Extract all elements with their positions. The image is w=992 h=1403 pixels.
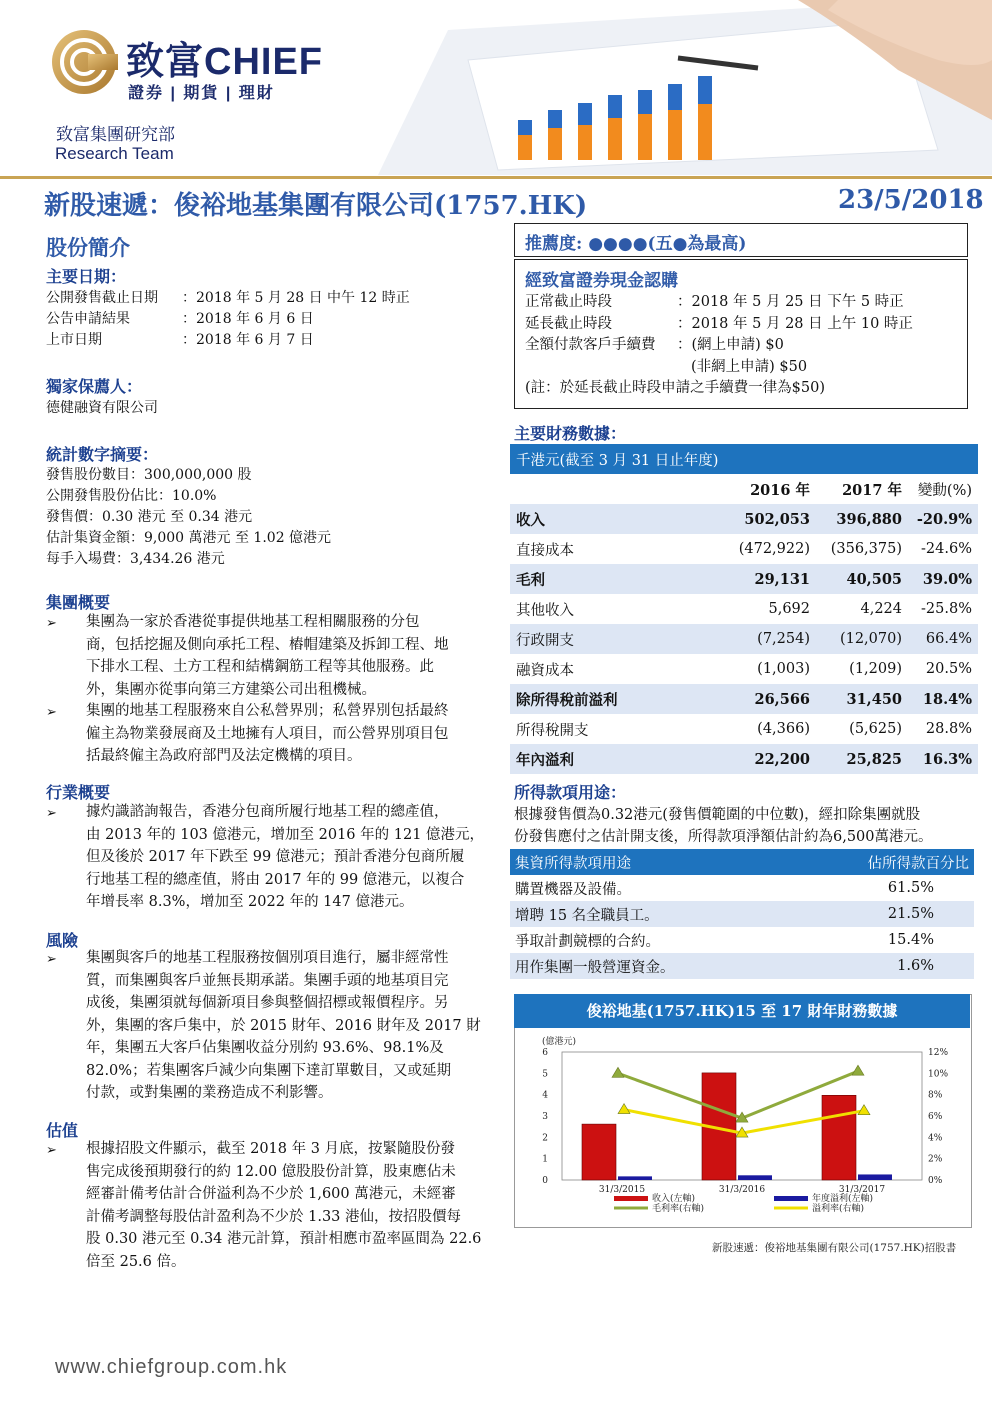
proceeds-use: 爭取計劃競標的合約。	[515, 933, 660, 950]
sponsor-name: 德健融資有限公司	[46, 400, 158, 416]
proceeds-col-pct: 佔所得款百分比	[867, 855, 969, 872]
financial-value: 29,131	[718, 564, 816, 594]
stats-heading: 統計數字摘要：	[46, 445, 159, 464]
financial-value: (5,625)	[849, 721, 902, 737]
financial-value: (12,070)	[816, 624, 908, 654]
stats-list	[46, 465, 331, 570]
y2-tick-label: 4%	[928, 1133, 943, 1144]
financial-row	[510, 624, 978, 654]
financial-value: (472,922)	[738, 541, 810, 557]
overview-bullet-1: 集團為一家於香港從事提供地基工程相關服務的分包 商，包括挖掘及側向承托工程、樁帽建築及拆卸工程、地 下排水工程、土方工程和結構鋼筋工程等其他服務。此 外，集團亦從事向第三方建築公司出租機械。	[86, 614, 449, 698]
y-tick-label: 6	[542, 1048, 548, 1058]
y2-tick-label: 8%	[928, 1090, 943, 1101]
research-dept-cn: 致富集團研究部	[56, 125, 175, 144]
key-date-label: 公告申請結果	[46, 311, 130, 327]
financial-row	[510, 564, 978, 594]
stat-item: 每手入場費：3,434.26 港元	[46, 551, 225, 567]
financial-row	[510, 534, 978, 564]
subscription-row: 延長截止時段 ：2018 年 5 月 28 日 上午 10 時正	[525, 315, 913, 332]
bar-profit	[858, 1174, 892, 1180]
financial-value: 20.5%	[925, 661, 972, 677]
proceeds-row	[510, 953, 974, 979]
financial-value: 39.0%	[908, 564, 978, 594]
profile-heading: 股份簡介	[46, 235, 130, 260]
proceeds-intro: 根據發售價為0.32港元(發售價範圍的中位數)，經扣除集團就股 份發售應付之估計開支後，所得款項淨額估計約為6,500萬港元。	[514, 807, 933, 845]
financial-row	[510, 744, 978, 774]
bar-profit	[738, 1175, 772, 1180]
research-dept-en: Research Team	[55, 144, 174, 163]
y2-tick-label: 12%	[928, 1048, 949, 1058]
col-change: 變動(%)	[917, 482, 972, 499]
financial-row	[510, 714, 978, 744]
financial-value: 5,692	[768, 601, 810, 617]
subscription-note: (註：於延長截止時段申請之手續費一律為$50)	[525, 380, 825, 396]
key-dates	[46, 288, 410, 351]
key-date-value: ：2018 年 6 月 7 日	[182, 332, 314, 348]
stat-item: 發售價：0.30 港元 至 0.34 港元	[46, 509, 253, 525]
key-dates-heading: 主要日期：	[46, 267, 127, 286]
document-date: 23/5/2018	[838, 185, 984, 215]
proceeds-pct: 15.4%	[887, 932, 934, 948]
legend-label: 年度溢利(左軸)	[812, 1194, 874, 1204]
brand-name: 致富CHIEF	[126, 41, 324, 83]
proceeds-use: 購置機器及設備。	[515, 881, 631, 898]
financial-row	[510, 594, 978, 624]
financial-label: 行政開支	[510, 624, 718, 654]
document-title: 新股速遞：俊裕地基集團有限公司(1757.HK)	[44, 191, 588, 221]
key-date-label: 上市日期	[46, 332, 102, 348]
valuation-heading: 估值	[46, 1121, 79, 1140]
overview-bullet-2: 集團的地基工程服務來自公私營界別；私營界別包括最終 僱主為物業發展商及土地擁有人項目，而公營界別項目包 括最終僱主為政府部門及法定機構的項目。	[86, 703, 449, 764]
industry-heading: 行業概要	[46, 783, 111, 802]
key-date-value: ：2018 年 5 月 28 日 中午 12 時正	[182, 290, 410, 306]
bar-revenue	[822, 1095, 856, 1180]
proceeds-pct: 1.6%	[790, 953, 974, 979]
financial-label: 收入	[510, 504, 718, 534]
brand-tagline: 證券 | 期貨 | 理財	[128, 85, 275, 102]
y-tick-label: 0	[542, 1176, 548, 1186]
overview-heading: 集團概要	[46, 593, 111, 612]
risk-heading: 風險	[46, 931, 79, 950]
subscription-row: 全額付款客戶手續費 ：(網上申請) $0	[525, 337, 784, 353]
subscription-details	[525, 292, 913, 400]
financial-value: -25.8%	[921, 601, 972, 617]
financial-label: 毛利	[510, 564, 718, 594]
financial-value: -24.6%	[921, 541, 972, 557]
y2-tick-label: 6%	[928, 1112, 943, 1122]
x-tick-label: 31/3/2017	[838, 1185, 886, 1195]
bar-revenue	[582, 1124, 616, 1180]
subscription-heading: 經致富證券現金認購	[525, 271, 678, 291]
financial-value: 25,825	[816, 744, 908, 774]
proceeds-row	[510, 875, 974, 901]
y-tick-label: 1	[542, 1154, 548, 1165]
financial-label: 所得稅開支	[516, 722, 589, 739]
financial-value: (356,375)	[830, 541, 902, 557]
financial-label: 其他收入	[516, 602, 574, 619]
y-tick-label: 5	[542, 1069, 548, 1080]
financial-value: 28.8%	[925, 721, 972, 737]
proceeds-row	[510, 901, 974, 927]
financial-row	[510, 504, 978, 534]
financial-value: 31,450	[816, 684, 908, 714]
key-date-row	[46, 309, 410, 330]
stat-item: 估計集資金額：9,000 萬港元 至 1.02 億港元	[46, 530, 332, 546]
key-date-row	[46, 330, 410, 351]
bullet-arrow-icon: ➢	[46, 1143, 57, 1158]
financial-value: 40,505	[816, 564, 908, 594]
financials-unit: 千港元(截至 3 月 31 日止年度)	[516, 452, 719, 469]
bar-profit	[618, 1176, 652, 1180]
financial-row	[510, 654, 978, 684]
chart-title: 俊裕地基(1757.HK)15 至 17 財年財務數據	[514, 994, 970, 1028]
subscription-row: 正常截止時段 ：2018 年 5 月 25 日 下午 5 時正	[525, 294, 904, 310]
financial-value: 26,566	[718, 684, 816, 714]
valuation-bullet-1: 根據招股文件顯示，截至 2018 年 3 月底，按緊隨股份發 售完成後預期發行的約 12.00 億股股份計算，股東應佔未 經審計備考估計合併溢利為不少於 1,600 萬港元，未經審 計備考調整每股估計盈利為不少於 1.33 港仙，按招股價每 股 0.30 港元至 0.34 港元計算，預計相應市盈率區間為 22.6 倍至 25.6 倍。	[86, 1141, 482, 1270]
bullet-arrow-icon: ➢	[46, 616, 57, 631]
legend-label: 毛利率(右軸)	[652, 1204, 705, 1214]
key-date-label: 公開發售截止日期	[46, 290, 158, 306]
header-divider	[0, 176, 992, 179]
financial-value: -20.9%	[908, 504, 978, 534]
industry-bullet-1: 據灼識諮詢報告，香港分包商所履行地基工程的總產值， 由 2013 年的 103 億港元，增加至 2016 年的 121 億港元， 但及後於 2017 年下跌至 99 億港元；預計香港分包商所履 行地基工程的總產值，將由 2017 年的 99 億港元，以複合 年增長率 8.3%，增加至 2022 年的 147 億港元。	[86, 804, 485, 910]
x-tick-label: 31/3/2016	[718, 1185, 766, 1195]
proceeds-use: 用作集團一般營運資金。	[510, 953, 790, 979]
bullet-arrow-icon: ➢	[46, 705, 57, 720]
financial-value: (1,209)	[849, 661, 902, 677]
footer-url[interactable]: www.chiefgroup.com.hk	[55, 1356, 288, 1378]
y-tick-label: 4	[542, 1090, 548, 1101]
recommendation-rating: 推薦度: ●●●●(五●為最高)	[525, 234, 747, 254]
financial-label: 直接成本	[516, 542, 574, 559]
financial-value: 16.3%	[908, 744, 978, 774]
financial-value: 66.4%	[908, 624, 978, 654]
y2-tick-label: 0%	[928, 1176, 943, 1186]
proceeds-heading: 所得款項用途：	[514, 783, 627, 802]
financial-value: (4,366)	[757, 721, 810, 737]
legend-swatch	[614, 1196, 648, 1201]
financial-label: 融資成本	[516, 662, 574, 679]
y2-tick-label: 2%	[928, 1154, 943, 1165]
proceeds-pct: 61.5%	[887, 880, 934, 896]
financial-chart	[514, 1028, 970, 1226]
financial-value: (7,254)	[718, 624, 816, 654]
col-2016: 2016 年	[750, 481, 810, 499]
legend-swatch	[774, 1196, 808, 1201]
x-tick-label: 31/3/2015	[598, 1185, 646, 1195]
bullet-arrow-icon: ➢	[46, 806, 57, 821]
financial-value: 4,224	[860, 601, 902, 617]
financials-heading: 主要財務數據：	[514, 424, 627, 443]
subscription-fee-extra: (非網上申請) $50	[691, 358, 808, 375]
proceeds-col-use: 集資所得款項用途	[515, 855, 631, 872]
financial-value: 18.4%	[908, 684, 978, 714]
y-axis-label: (億港元)	[542, 1037, 577, 1047]
risk-bullet-1: 集團與客戶的地基工程服務按個別項目進行，屬非經常性 質，而集團與客戶並無長期承諾。集團手頭的地基項目完 成後，集團須就每個新項目參與整個招標或報價程序。另 外，集團的客戶集中，於 2015 財年、2016 財年及 2017 財 年，集團五大客戶佔集團收益分別約 93.6%、98.1%及 82.0%；若集團客戶減少向集團下達訂單數目，又或延期 付款，或對集團的業務造成不利影響。	[86, 950, 481, 1101]
financial-label: 除所得稅前溢利	[510, 684, 718, 714]
financial-value: 502,053	[718, 504, 816, 534]
chart-source: 新股速遞：俊裕地基集團有限公司(1757.HK)招股書	[712, 1242, 957, 1254]
financial-value: (1,003)	[757, 661, 810, 677]
financial-label: 年內溢利	[510, 744, 718, 774]
financials-table	[510, 444, 978, 774]
y-tick-label: 3	[542, 1112, 548, 1122]
financial-value: 22,200	[718, 744, 816, 774]
y2-tick-label: 10%	[928, 1069, 949, 1080]
chief-logo-icon	[50, 28, 118, 96]
key-date-value: ：2018 年 6 月 6 日	[182, 311, 314, 327]
key-date-row	[46, 288, 410, 309]
legend-label: 收入(左軸)	[652, 1194, 696, 1204]
y-tick-label: 2	[542, 1133, 548, 1144]
financial-row	[510, 684, 978, 714]
proceeds-row	[510, 927, 974, 953]
proceeds-use: 增聘 15 名全職員工。	[510, 901, 790, 927]
financial-value: 396,880	[816, 504, 908, 534]
sponsor-heading: 獨家保薦人：	[46, 377, 143, 396]
legend-label: 溢利率(右軸)	[812, 1204, 865, 1214]
stat-item: 公開發售股份佔比：10.0%	[46, 488, 217, 504]
proceeds-table	[510, 849, 974, 979]
proceeds-pct: 21.5%	[790, 901, 974, 927]
col-2017: 2017 年	[842, 481, 902, 499]
header-chart-photo	[378, 0, 992, 175]
stat-item: 發售股份數目：300,000,000 股	[46, 467, 252, 483]
bullet-arrow-icon: ➢	[46, 952, 57, 967]
